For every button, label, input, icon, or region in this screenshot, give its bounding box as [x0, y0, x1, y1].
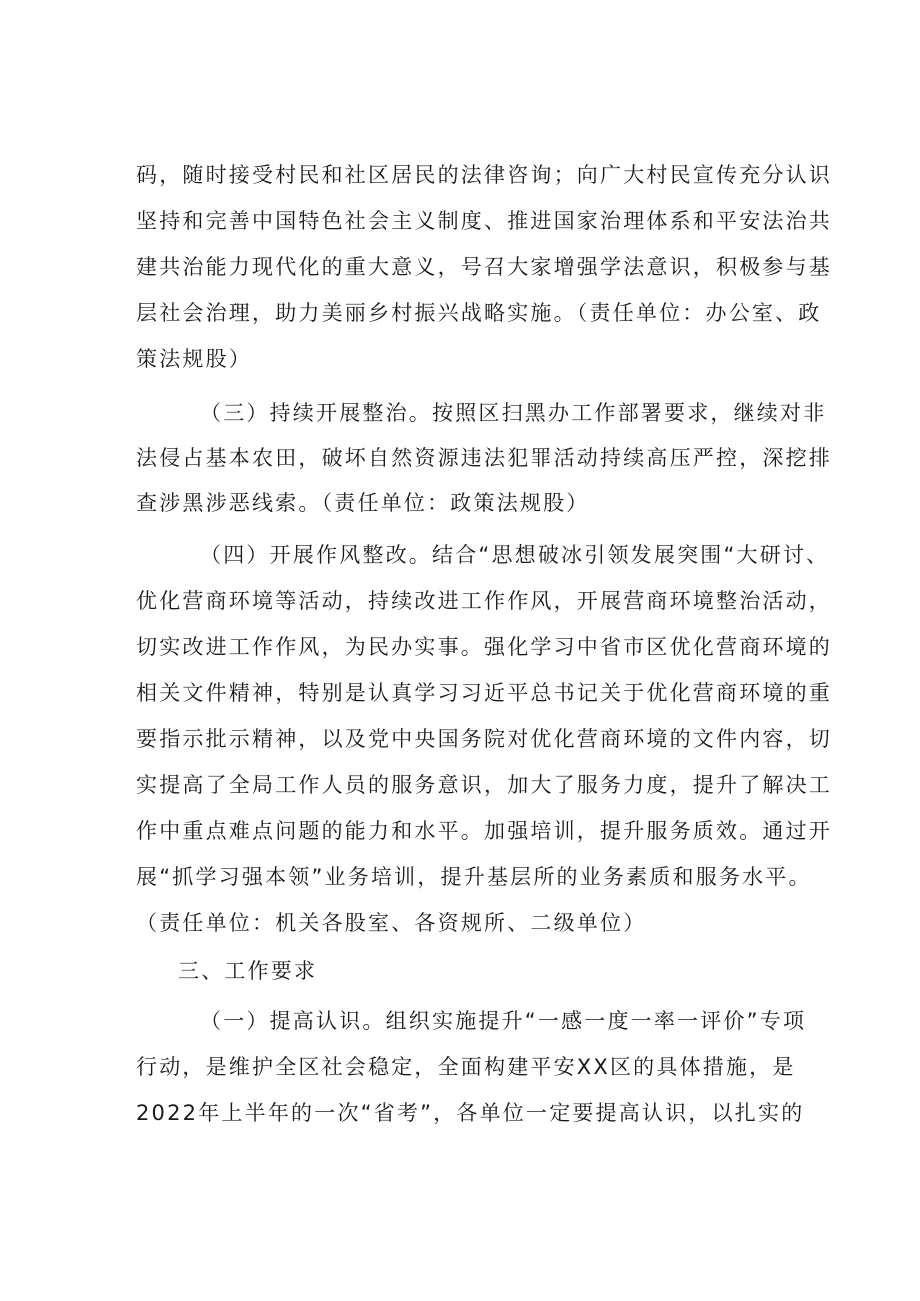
- text-line: 展“抓学习强本领”业务培训，提升基层所的业务素质和服务水平。: [136, 865, 812, 889]
- text-line: 码，随时接受村民和社区居民的法律咨询；向广大村民宣传充分认识: [136, 163, 832, 187]
- text-line: 行动，是维护全区社会稳定，全面构建平安XX区的具体措施，是: [136, 1055, 796, 1079]
- paragraph-5-first-line: （一）提高认识。组织实施提升“一感一度一率一评价”专项: [200, 1009, 807, 1033]
- text-line: 作中重点难点问题的能力和水平。加强培训，提升服务质效。通过开: [136, 819, 832, 843]
- text-line: 法侵占基本农田，破坏自然资源违法犯罪活动持续高压严控，深挖排: [136, 446, 832, 470]
- text-line: 相关文件精神，特别是认真学习习近平总书记关于优化营商环境的重: [136, 681, 832, 705]
- text-line: 2022年上半年的一次“省考”，各单位一定要提高认识，以扎实的: [136, 1101, 805, 1125]
- text-line: 策法规股）: [136, 347, 252, 371]
- text-line: 实提高了全局工作人员的服务意识，加大了服务力度，提升了解决工: [136, 773, 832, 797]
- text-line: 切实改进工作作风，为民办实事。强化学习中省市区优化营商环境的: [136, 635, 832, 659]
- section-heading: 三、工作要求: [178, 959, 318, 983]
- text-line: 要指示批示精神，以及党中央国务院对优化营商环境的文件内容，切: [136, 727, 832, 751]
- text-line: 坚持和完善中国特色社会主义制度、推进国家治理体系和平安法治共: [136, 209, 832, 233]
- paragraph-3-first-line: （三）持续开展整治。按照区扫黑办工作部署要求，继续对非: [200, 401, 827, 425]
- text-line: 建共治能力现代化的重大意义，号召大家增强学法意识，积极参与基: [136, 255, 832, 279]
- paragraph-4-first-line: （四）开展作风整改。结合“思想破冰引领发展突围“大研讨、: [200, 543, 830, 567]
- text-line: 查涉黑涉恶线索。（责任单位：政策法规股）: [136, 491, 590, 515]
- text-line: 优化营商环境等活动，持续改进工作作风，开展营商环境整治活动，: [136, 589, 832, 613]
- text-line: （责任单位：机关各股室、各资规所、二级单位）: [136, 911, 647, 935]
- text-line: 层社会治理，助力美丽乡村振兴战略实施。（责任单位：办公室、政: [136, 301, 822, 325]
